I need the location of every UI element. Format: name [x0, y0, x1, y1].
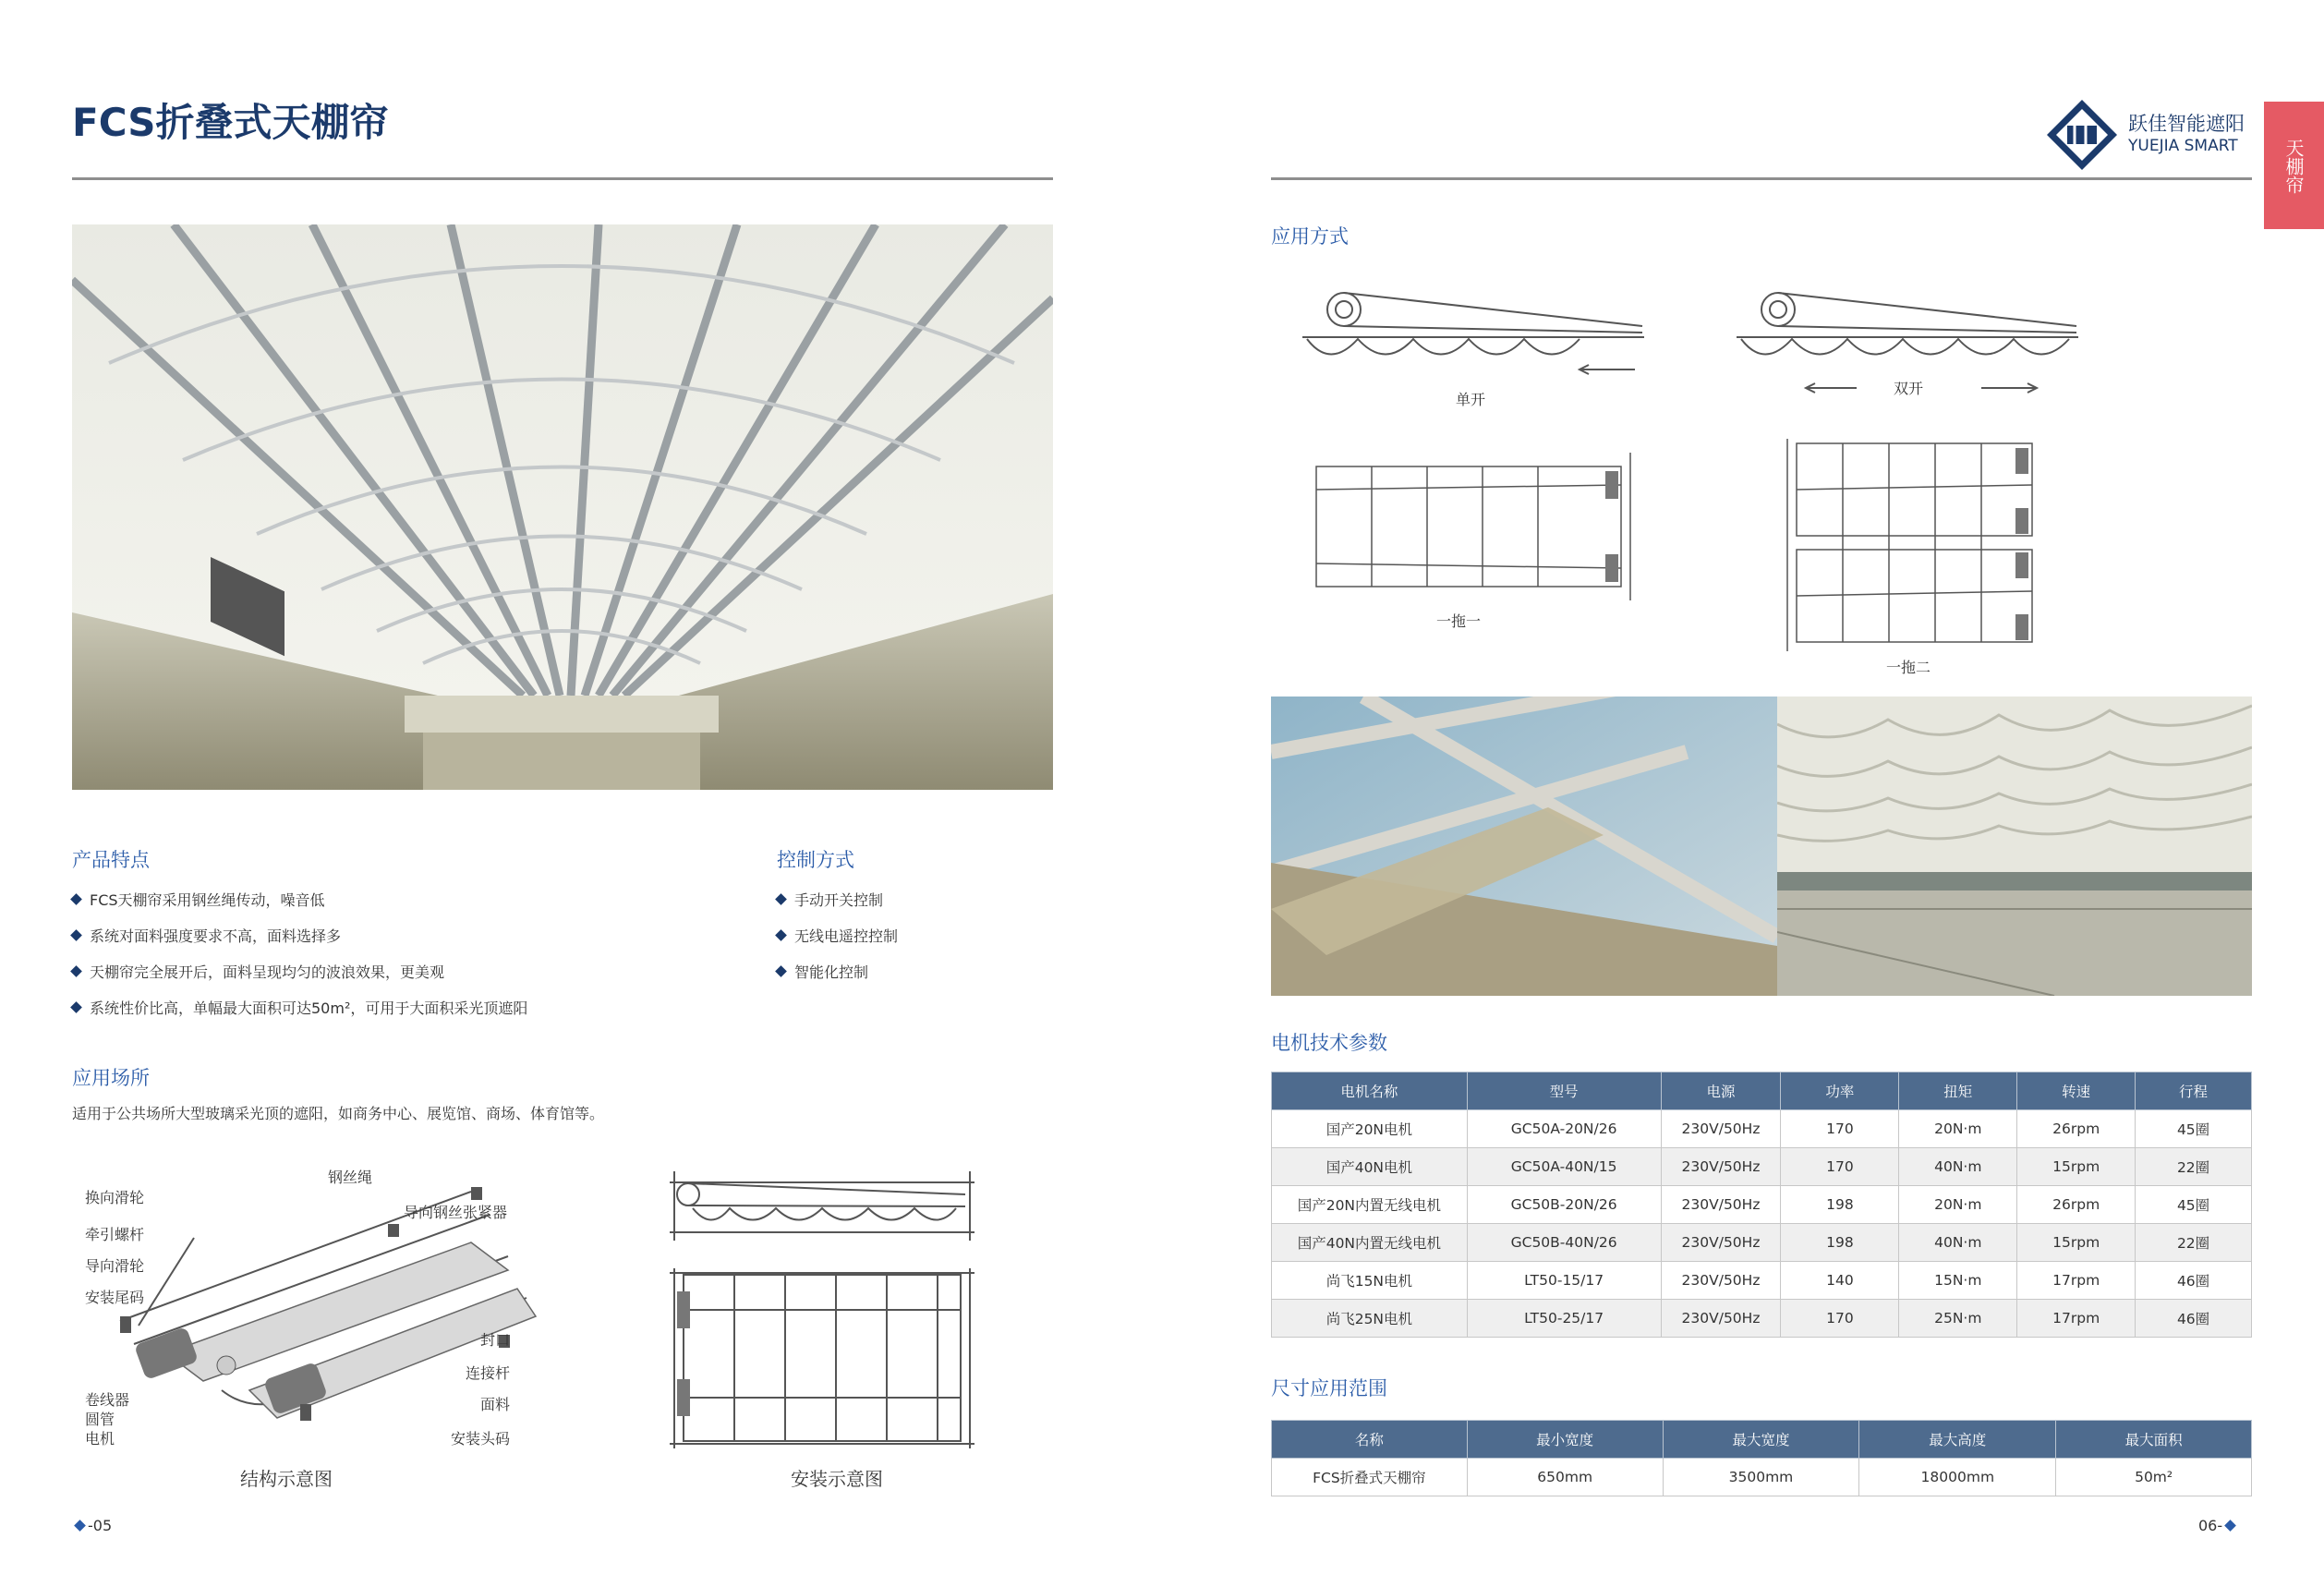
table-cell: 198 [1781, 1186, 1899, 1224]
table-cell: 140 [1781, 1262, 1899, 1300]
label-head-code: 安装头码 [451, 1430, 511, 1448]
table-cell: GC50A-40N/15 [1467, 1148, 1661, 1186]
table-row [1272, 1224, 2252, 1262]
install-diagram [670, 1171, 974, 1456]
table-cell: 25N·m [1899, 1300, 2017, 1338]
column-header: 最大高度 [1859, 1421, 2056, 1459]
bullet-icon [70, 929, 82, 941]
one-drag-one-diagram [1298, 448, 1640, 614]
table-cell: 3500mm [1663, 1459, 1859, 1496]
skylight-main-photo [72, 224, 1053, 790]
one-drag-one-label: 一拖一 [1436, 612, 1482, 630]
bullet-icon [70, 1001, 82, 1013]
bullet-icon [70, 965, 82, 977]
label-seal: 封口 [480, 1331, 511, 1349]
control-item: 手动开关控制 [777, 881, 898, 917]
table-header-row [1272, 1421, 2252, 1459]
label-tension-device: 导向钢丝张紧器 [404, 1204, 508, 1221]
label-guide-pulley: 导向滑轮 [85, 1257, 145, 1275]
page-marker-icon [2224, 1520, 2236, 1532]
features-heading: 产品特点 [72, 849, 150, 871]
table-cell: 22圈 [2136, 1224, 2252, 1262]
application-heading: 应用方式 [1271, 225, 1349, 248]
table-header-row [1272, 1072, 2252, 1110]
label-winder: 卷线器 [85, 1391, 130, 1409]
column-header: 最小宽度 [1467, 1421, 1663, 1459]
page-number-left: - 05 [72, 1517, 112, 1534]
folded-fabric-photo [1777, 697, 2252, 996]
table-row [1272, 1459, 2252, 1496]
double-open-label: 双开 [1894, 380, 1924, 397]
column-header: 电源 [1661, 1072, 1781, 1110]
glass-roof-photo [1271, 697, 1777, 996]
category-side-tab: 天棚帘 [2264, 102, 2324, 229]
table-cell: 国产20N内置无线电机 [1272, 1186, 1468, 1224]
table-cell: 45圈 [2136, 1110, 2252, 1148]
column-header: 功率 [1781, 1072, 1899, 1110]
table-cell: 20N·m [1899, 1186, 2017, 1224]
table-row [1272, 1300, 2252, 1338]
page-marker-icon [74, 1520, 86, 1532]
table-cell: LT50-15/17 [1467, 1262, 1661, 1300]
table-cell: 45圈 [2136, 1186, 2252, 1224]
column-header: 名称 [1272, 1421, 1468, 1459]
control-item: 无线电遥控控制 [777, 917, 898, 953]
column-header: 行程 [2136, 1072, 2252, 1110]
table-cell: 26rpm [2017, 1110, 2136, 1148]
page-title: FCS折叠式天棚帘 [72, 100, 389, 145]
bullet-icon [775, 929, 787, 941]
single-open-label: 单开 [1456, 391, 1486, 408]
table-cell: 国产40N电机 [1272, 1148, 1468, 1186]
structure-caption: 结构示意图 [240, 1468, 333, 1490]
table-cell: 230V/50Hz [1661, 1300, 1781, 1338]
feature-item: FCS天棚帘采用钢丝绳传动，噪音低 [72, 881, 527, 917]
table-cell: GC50A-20N/26 [1467, 1110, 1661, 1148]
table-cell: 国产20N电机 [1272, 1110, 1468, 1148]
motor-table [1271, 1072, 2252, 1338]
table-cell: 17rpm [2017, 1262, 2136, 1300]
places-text: 适用于公共场所大型玻璃采光顶的遮阳，如商务中心、展览馆、商场、体育馆等。 [72, 1105, 605, 1122]
install-caption: 安装示意图 [791, 1468, 883, 1490]
table-cell: 40N·m [1899, 1224, 2017, 1262]
brand-logo-icon [2047, 100, 2117, 170]
table-cell: 17rpm [2017, 1300, 2136, 1338]
label-tail-code: 安装尾码 [85, 1289, 145, 1306]
table-cell: 650mm [1467, 1459, 1663, 1496]
brand-name-en: YUEJIA SMART [2128, 137, 2238, 155]
one-drag-two-label: 一拖二 [1886, 659, 1931, 676]
table-cell: 170 [1781, 1300, 1899, 1338]
feature-item: 系统性价比高，单幅最大面积可达50m²，可用于大面积采光顶遮阳 [72, 989, 527, 1025]
motor-heading: 电机技术参数 [1271, 1032, 1387, 1054]
table-cell: 230V/50Hz [1661, 1186, 1781, 1224]
feature-item: 系统对面料强度要求不高，面料选择多 [72, 917, 527, 953]
brand-name-cn: 跃佳智能遮阳 [2128, 113, 2245, 135]
single-open-diagram [1293, 282, 1653, 383]
table-row [1272, 1262, 2252, 1300]
table-cell: 22圈 [2136, 1148, 2252, 1186]
one-drag-two-diagram [1783, 434, 2041, 656]
size-table [1271, 1420, 2252, 1496]
table-cell: 尚飞25N电机 [1272, 1300, 1468, 1338]
size-heading: 尺寸应用范围 [1271, 1377, 1387, 1399]
table-cell: 230V/50Hz [1661, 1110, 1781, 1148]
table-cell: 26rpm [2017, 1186, 2136, 1224]
table-cell: 18000mm [1859, 1459, 2056, 1496]
bullet-icon [775, 893, 787, 905]
table-cell: FCS折叠式天棚帘 [1272, 1459, 1468, 1496]
column-header: 最大宽度 [1663, 1421, 1859, 1459]
table-cell: 国产40N内置无线电机 [1272, 1224, 1468, 1262]
table-cell: GC50B-40N/26 [1467, 1224, 1661, 1262]
table-cell: 46圈 [2136, 1300, 2252, 1338]
features-list [72, 881, 527, 1025]
table-cell: 50m² [2056, 1459, 2252, 1496]
table-cell: 15N·m [1899, 1262, 2017, 1300]
places-heading: 应用场所 [72, 1067, 150, 1089]
control-heading: 控制方式 [777, 849, 854, 871]
table-cell: 尚飞15N电机 [1272, 1262, 1468, 1300]
label-steel-wire: 钢丝绳 [328, 1169, 373, 1186]
table-cell: 15rpm [2017, 1148, 2136, 1186]
page-number-right: 06 - [2198, 1517, 2238, 1534]
table-cell: LT50-25/17 [1467, 1300, 1661, 1338]
column-header: 扭矩 [1899, 1072, 2017, 1110]
table-cell: 40N·m [1899, 1148, 2017, 1186]
table-cell: 170 [1781, 1148, 1899, 1186]
column-header: 电机名称 [1272, 1072, 1468, 1110]
control-list [777, 881, 898, 989]
table-cell: 230V/50Hz [1661, 1262, 1781, 1300]
table-cell: 15rpm [2017, 1224, 2136, 1262]
label-tube: 圆管 [85, 1411, 115, 1428]
label-fabric: 面料 [480, 1396, 511, 1413]
feature-item: 天棚帘完全展开后，面料呈现均匀的波浪效果，更美观 [72, 953, 527, 989]
label-connecting-rod: 连接杆 [466, 1364, 511, 1382]
table-cell: 46圈 [2136, 1262, 2252, 1300]
column-header: 转速 [2017, 1072, 2136, 1110]
table-cell: 198 [1781, 1224, 1899, 1262]
header-divider [1271, 177, 2252, 180]
table-cell: 170 [1781, 1110, 1899, 1148]
bullet-icon [775, 965, 787, 977]
label-traction-screw: 牵引螺杆 [85, 1226, 145, 1243]
label-reversing-pulley: 换向滑轮 [85, 1189, 145, 1206]
table-cell: GC50B-20N/26 [1467, 1186, 1661, 1224]
table-row [1272, 1148, 2252, 1186]
bullet-icon [70, 893, 82, 905]
column-header: 最大面积 [2056, 1421, 2252, 1459]
table-row [1272, 1110, 2252, 1148]
table-cell: 20N·m [1899, 1110, 2017, 1148]
table-cell: 230V/50Hz [1661, 1148, 1781, 1186]
column-header: 型号 [1467, 1072, 1661, 1110]
label-motor: 电机 [85, 1430, 115, 1448]
title-divider [72, 177, 1053, 180]
table-row [1272, 1186, 2252, 1224]
table-cell: 230V/50Hz [1661, 1224, 1781, 1262]
control-item: 智能化控制 [777, 953, 898, 989]
